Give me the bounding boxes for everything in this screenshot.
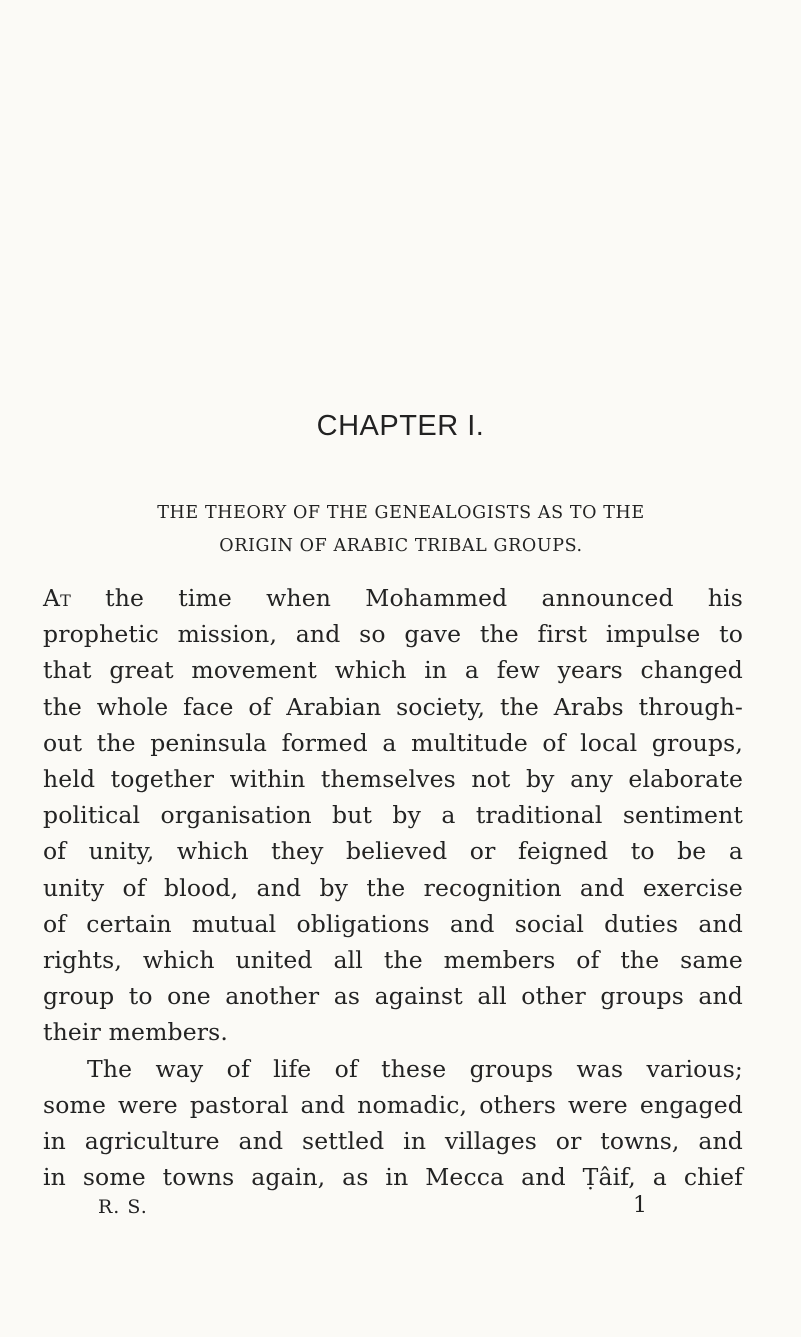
text-line: in agriculture and settled in villages or towns, and	[43, 1127, 743, 1156]
text-line: group to one another as against all other groups and	[43, 982, 743, 1011]
text-line: out the peninsula formed a multitude of local groups,	[43, 728, 743, 757]
text-line-rest: the time when Mohammed announced his	[70, 584, 743, 612]
paragraph	[43, 580, 743, 1051]
text-line: of unity, which they believed or feigned to be a	[43, 837, 743, 866]
text-line: of certain mutual obligations and social duties and	[43, 909, 743, 938]
chapter-subtitle-line: THE THEORY OF THE GENEALOGISTS AS TO THE	[157, 503, 645, 523]
text-line: rights, which united all the members of the same	[43, 946, 743, 975]
chapter-subtitle	[70, 497, 732, 563]
chapter-subtitle-line: ORIGIN OF ARABIC TRIBAL GROUPS.	[219, 536, 583, 556]
text-line: prophetic mission, and so gave the first impulse to	[43, 620, 743, 649]
opening-word: At	[43, 584, 71, 612]
page-number: 1	[633, 1193, 647, 1218]
paragraph	[43, 1051, 743, 1196]
text-line: in some towns again, as in Mecca and Ṭâif, a chief	[43, 1163, 743, 1192]
body-text	[43, 580, 743, 1195]
text-line: held together within themselves not by any elaborate	[43, 765, 743, 794]
text-line: The way of life of these groups was various;	[87, 1054, 743, 1083]
text-line	[43, 580, 743, 616]
signature-mark: R. S.	[98, 1196, 148, 1218]
text-line: political organisation but by a traditional sentiment	[43, 801, 743, 830]
text-line: the whole face of Arabian society, the Arabs through-	[43, 692, 743, 721]
chapter-heading: CHAPTER I.	[316, 410, 485, 442]
text-line: unity of blood, and by the recognition and exercise	[43, 873, 743, 902]
text-line: that great movement which in a few years changed	[43, 656, 743, 685]
text-line: some were pastoral and nomadic, others were engaged	[43, 1090, 743, 1119]
text-line: their members.	[43, 1018, 228, 1047]
